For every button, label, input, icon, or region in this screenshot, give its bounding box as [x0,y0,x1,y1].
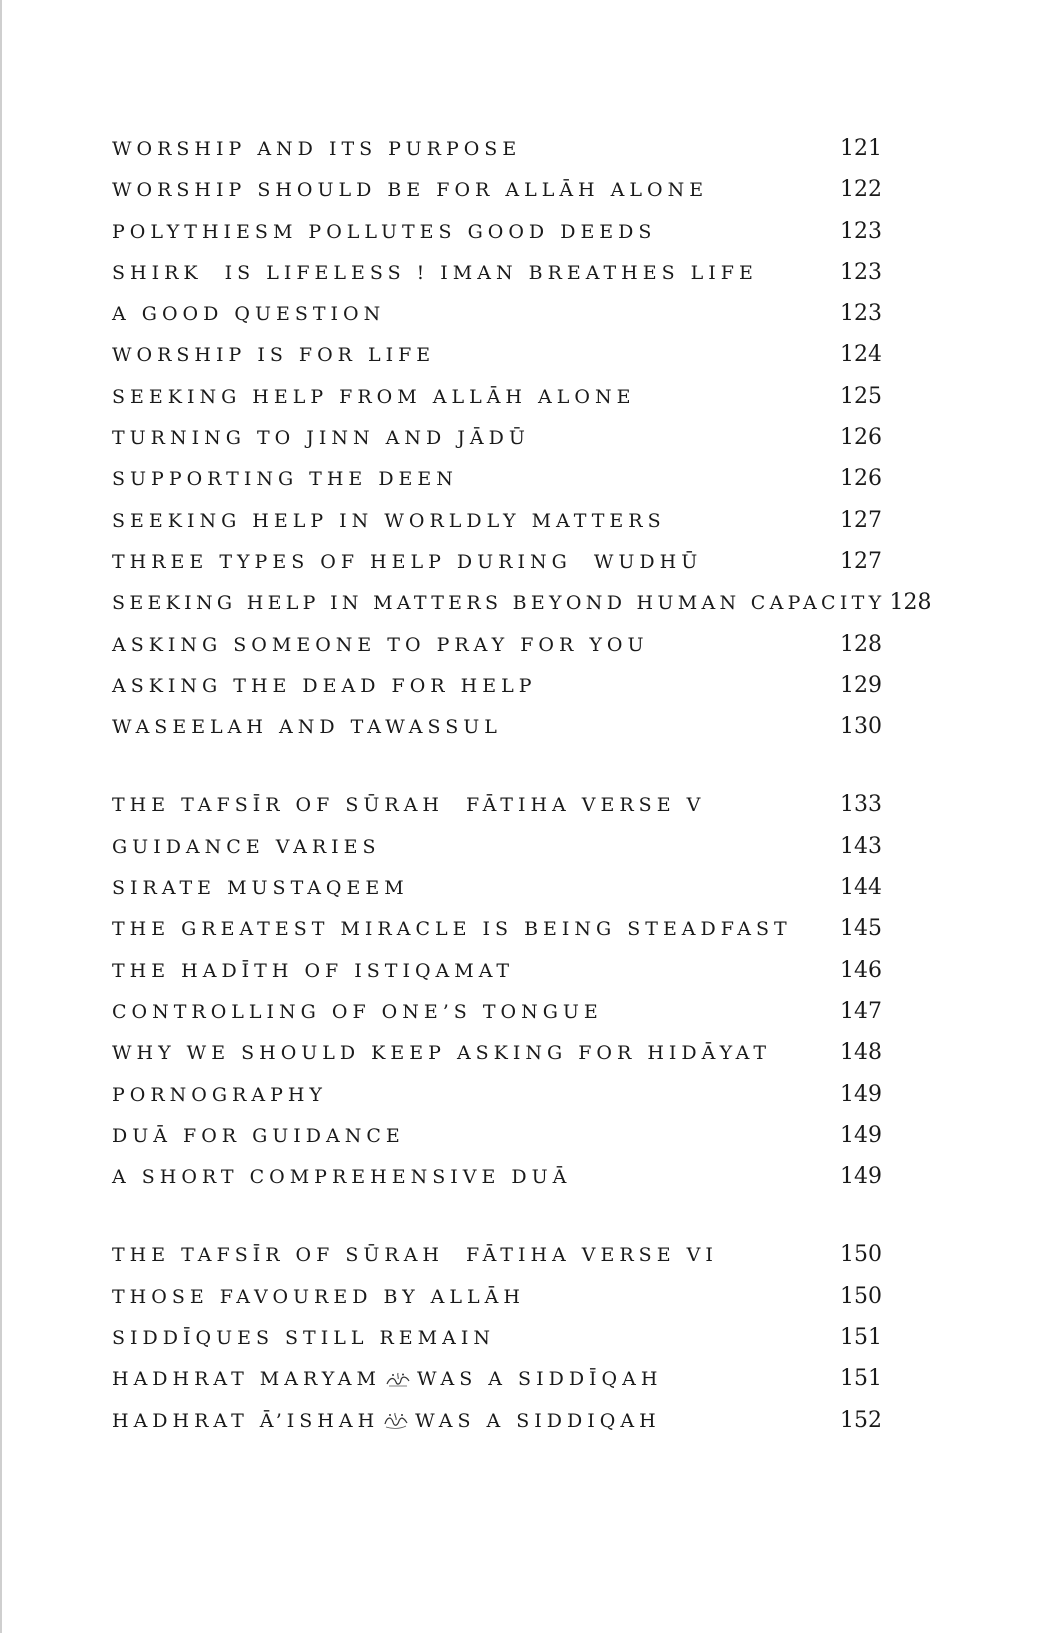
toc-entry[interactable] [112,334,882,375]
toc-entry[interactable] [112,1032,882,1073]
entry-title: PORNOGRAPHY [112,1083,327,1106]
toc-entry[interactable] [112,1358,882,1399]
toc-entry[interactable] [112,582,932,623]
toc-entry[interactable] [112,376,882,417]
entry-title: WORSHIP AND ITS PURPOSE [112,138,522,160]
entry-page-number: 149 [840,1164,882,1190]
entry-page-number: 150 [840,1283,882,1309]
entry-page-number: 151 [840,1325,882,1351]
entry-page-number: 144 [840,875,882,901]
entry-title: WHY WE SHOULD KEEP ASKING FOR HIDĀYAT [112,1042,772,1065]
toc-entry[interactable] [112,908,882,949]
entry-page-number: 148 [840,1040,882,1066]
toc-entry[interactable] [112,293,882,334]
entry-title: THE TAFSĪR OF SŪRAH FĀTIHA VERSE VI [112,1244,718,1267]
section-gap [112,747,882,784]
entry-page-number: 123 [840,259,882,285]
entry-page-number: 123 [840,218,882,244]
toc-entry[interactable] [112,826,882,867]
toc-entry[interactable] [112,417,882,458]
toc-entry[interactable] [112,991,882,1032]
entry-title: SIRATE MUSTAQEEM [112,877,409,900]
entry-title: ASKING SOMEONE TO PRAY FOR YOU [112,633,649,656]
entry-page-number: 124 [840,342,882,368]
entry-page-number: 147 [840,998,882,1024]
entry-title-after-icon: WAS A SIDDIQAH [415,1409,661,1432]
toc-entry[interactable] [112,211,882,252]
entry-title: ASKING THE DEAD FOR HELP [112,674,537,697]
entry-title-before-icon: HADHRAT MARYAM [112,1368,381,1391]
entry-page-number: 128 [889,590,932,616]
entry-page-number: 146 [840,957,882,983]
page-edge [0,0,2,1633]
toc-entry[interactable] [112,1074,882,1115]
entry-title: WASEELAH AND TAWASSUL [112,716,502,739]
entry-title: THOSE FAVOURED BY ALLĀH [112,1285,525,1308]
entry-title: THE HADĪTH OF ISTIQAMAT [112,959,515,982]
entry-page-number: 143 [840,833,882,859]
entry-title: SUPPORTING THE DEEN [112,468,458,491]
entry-page-number: 149 [840,1122,882,1148]
entry-title: CONTROLLING OF ONE’S TONGUE [112,1000,603,1023]
entry-page-number: 126 [840,425,882,451]
entry-title: THE GREATEST MIRACLE IS BEING STEADFAST [112,918,792,941]
toc-section [112,1234,882,1440]
section-gap [112,1197,882,1234]
toc-entry[interactable] [112,1115,882,1156]
entry-page-number: 133 [840,792,882,818]
entry-page-number: 150 [840,1242,882,1268]
entry-title-before-icon: HADHRAT Ā’ISHAH [112,1409,380,1432]
entry-page-number: 129 [840,672,882,698]
honorific-calligraphy-icon [383,1412,409,1430]
entry-page-number: 126 [840,466,882,492]
entry-title: WORSHIP IS FOR LIFE [112,344,436,367]
toc-section [112,784,882,1197]
toc-entry[interactable] [112,1276,882,1317]
entry-title: DUĀ FOR GUIDANCE [112,1124,405,1147]
entry-title: SEEKING HELP IN WORLDLY MATTERS [112,509,666,532]
toc-entry[interactable] [112,169,882,210]
entry-page-number: 127 [840,548,882,574]
entry-title: SEEKING HELP IN MATTERS BEYOND HUMAN CAPACITY [112,592,886,615]
toc-entry[interactable] [112,867,882,908]
entry-title: SEEKING HELP FROM ALLĀH ALONE [112,385,636,408]
toc-entry[interactable] [112,252,882,293]
table-of-contents [112,128,932,1441]
entry-title: TURNING TO JINN AND JĀDŪ [112,427,530,450]
toc-entry[interactable] [112,706,882,747]
entry-title [112,1401,661,1442]
toc-entry[interactable] [112,950,882,991]
entry-page-number: 149 [840,1081,882,1107]
entry-title: THE TAFSĪR OF SŪRAH FĀTIHA VERSE V [112,794,706,817]
toc-entry[interactable] [112,1400,882,1441]
toc-entry[interactable] [112,784,882,825]
entry-title: SIDDĪQUES STILL REMAIN [112,1327,495,1350]
entry-title [112,1359,662,1400]
entry-page-number: 152 [840,1407,882,1433]
entry-title: GUIDANCE VARIES [112,835,381,858]
toc-entry[interactable] [112,1156,882,1197]
entry-title: A GOOD QUESTION [112,303,386,326]
toc-section [112,128,932,747]
toc-entry[interactable] [112,128,882,169]
toc-entry[interactable] [112,1234,882,1275]
entry-page-number: 128 [840,631,882,657]
toc-entry[interactable] [112,500,882,541]
entry-page-number: 122 [840,177,882,203]
entry-page-number: 123 [840,301,882,327]
entry-title-after-icon: WAS A SIDDĪQAH [416,1368,663,1391]
entry-page-number: 130 [840,714,882,740]
entry-page-number: 125 [840,383,882,409]
entry-title: SHIRK IS LIFELESS ! IMAN BREATHES LIFE [112,261,758,284]
toc-entry[interactable] [112,624,882,665]
honorific-calligraphy-icon [385,1371,411,1389]
entry-page-number: 145 [840,916,882,942]
toc-entry[interactable] [112,541,882,582]
entry-page-number: 151 [840,1366,882,1392]
toc-entry[interactable] [112,1317,882,1358]
toc-entry[interactable] [112,458,882,499]
entry-title: A SHORT COMPREHENSIVE DUĀ [112,1166,572,1189]
toc-entry[interactable] [112,665,882,706]
entry-page-number: 127 [840,507,882,533]
entry-title: POLYTHIESM POLLUTES GOOD DEEDS [112,220,657,243]
entry-title: THREE TYPES OF HELP DURING WUDHŪ [112,550,703,573]
entry-page-number: 121 [840,136,882,161]
entry-title: WORSHIP SHOULD BE FOR ALLĀH ALONE [112,179,709,202]
